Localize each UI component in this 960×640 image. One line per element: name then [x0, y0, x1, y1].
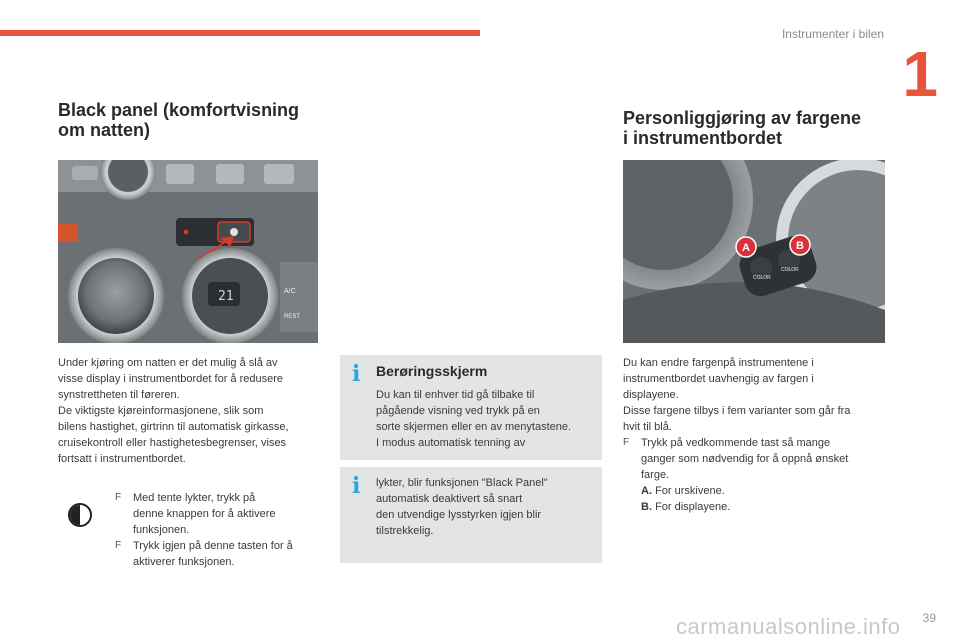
box-line: automatisk deaktivert så snart: [376, 493, 523, 505]
body-line: bilens hastighet, girtrinn til automatisk girkasse,: [58, 421, 289, 433]
body-line: instrumentbordet uavhengig av fargen i: [623, 373, 814, 385]
color-customization-body: [623, 355, 888, 515]
touchscreen-title: Berøringsskjerm: [376, 363, 488, 379]
item-a-key: A.: [641, 485, 652, 497]
bullet-line: Trykk igjen på denne tasten for å: [133, 540, 293, 552]
bullet-item: [623, 435, 888, 515]
box-line: den utvendige lysstyrken igjen blir: [376, 509, 542, 521]
page-number: 39: [922, 611, 936, 625]
bullet-line: farge.: [641, 469, 670, 481]
black-panel-instructions: [115, 490, 325, 570]
body-line: De viktigste kjøreinformasjonene, slik som: [58, 405, 264, 417]
body-line: Under kjøring om natten er det mulig å slå av: [58, 357, 278, 369]
bullet-line: ganger som nødvendig for å oppnå ønsket: [641, 453, 849, 465]
bullet-line: Med tente lykter, trykk på: [133, 492, 256, 504]
item-b: [641, 499, 848, 515]
body-line: Du kan endre fargenpå instrumentene i: [623, 357, 814, 369]
item-b-text: For displayene.: [655, 501, 731, 513]
climate-panel-photo: [58, 160, 318, 343]
top-accent-bar: [0, 30, 480, 36]
info-icon: i: [352, 473, 361, 499]
box-line: tilstrekkelig.: [376, 525, 434, 537]
bullet-line: denne knappen for å aktivere: [133, 508, 276, 520]
color-label-b: COLOR: [781, 267, 799, 273]
item-a: [641, 483, 848, 499]
body-line: displayene.: [623, 389, 679, 401]
color-label-a: COLOR: [753, 275, 771, 281]
body-line: fortsatt i instrumentbordet.: [58, 453, 186, 465]
box-line: Du kan til enhver tid gå tilbake til: [376, 389, 535, 401]
ac-label: A/C: [284, 288, 296, 295]
black-panel-button-icon: [68, 503, 92, 527]
box-line: sorte skjermen eller en av menytastene.: [376, 421, 572, 433]
bullet-line: aktiverer funksjonen.: [133, 556, 235, 568]
body-line: hvit til blå.: [623, 421, 672, 433]
bullet-item: [115, 490, 325, 538]
instrument-cluster-photo: [623, 160, 885, 343]
body-line: Disse fargene tilbys i fem varianter som går fra: [623, 405, 851, 417]
body-line: visse display i instrumentbordet for å redusere: [58, 373, 283, 385]
bullet-line: Trykk på vedkommende tast så mange: [641, 437, 831, 449]
black-panel-info-box: [340, 467, 602, 563]
bullet-mark: F: [115, 492, 122, 503]
rest-label: REST: [284, 314, 301, 320]
color-title-line1: Personliggjøring av fargene: [623, 108, 862, 128]
black-panel-body: [58, 355, 320, 467]
bullet-mark: F: [623, 437, 630, 448]
box-line: lykter, blir funksjonen "Black Panel": [376, 477, 548, 489]
touchscreen-info-box: [340, 355, 602, 460]
body-line: cruisekontroll eller hastighetesbegrenser, vises: [58, 437, 287, 449]
info-icon: i: [352, 361, 361, 387]
item-a-text: For urskivene.: [655, 485, 725, 497]
bullet-mark: F: [115, 540, 122, 551]
item-b-key: B.: [641, 501, 652, 513]
chapter-title: Instrumenter i bilen: [781, 27, 884, 41]
chapter-number: 1: [902, 38, 938, 110]
watermark: carmanualsonline.info: [676, 614, 901, 639]
box-line: pågående visning ved trykk på en: [376, 405, 540, 417]
label-a: A: [742, 242, 750, 254]
color-title-line2: i instrumentbordet: [623, 128, 783, 148]
bullet-line: funksjonen.: [133, 524, 190, 536]
label-b: B: [796, 240, 804, 252]
black-panel-title-line2: om natten): [58, 120, 150, 140]
box-line: I modus automatisk tenning av: [376, 437, 526, 449]
body-line: synstrettheten til føreren.: [58, 389, 180, 401]
temp-readout: 21: [218, 289, 234, 304]
bullet-item: [115, 538, 325, 570]
color-customization-title: [623, 108, 861, 148]
black-panel-title: [58, 100, 299, 140]
black-panel-title-line1: Black panel (komfortvisning: [58, 100, 300, 120]
